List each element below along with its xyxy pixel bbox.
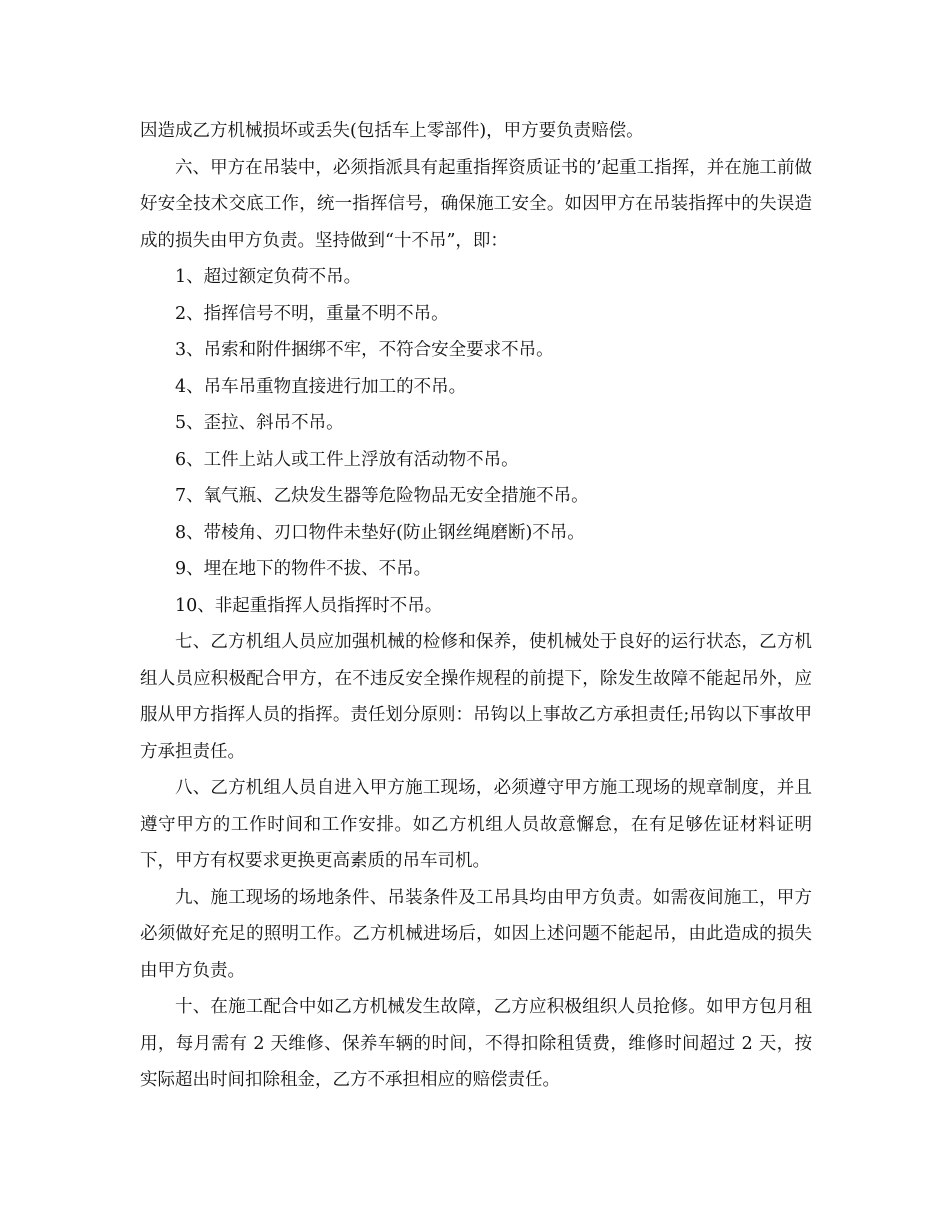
list-item-6: 6、工件上站人或工件上浮放有活动物不吊。 (175, 449, 519, 470)
list-item-3: 3、吊索和附件捆绑不牢，不符合安全要求不吊。 (175, 340, 554, 360)
paragraph-clause-8: 八、乙方机组人员自进入甲方施工现场，必须遵守甲方施工现场的规章制度，并且遵守甲方的工作时间和工作安排。如乙方机组人员故意懈怠，在有足够佐证材料证明下，甲方有权要求更换更高素质的吊车司机。 (140, 778, 812, 871)
list-item-2: 2、指挥信号不明，重量不明不吊。 (175, 303, 449, 324)
list-item-7: 7、氧气瓶、乙炔发生器等危险物品无安全措施不吊。 (175, 486, 589, 506)
paragraph-clause-9: 九、施工现场的场地条件、吊装条件及工吊具均由甲方负责。如需夜间施工，甲方必须做好充足的照明工作。乙方机械进场后，如因上述问题不能起吊，由此造成的损失由甲方负责。 (140, 887, 812, 981)
list-item-10: 10、非起重指挥人员指挥时不吊。 (175, 595, 443, 616)
paragraph-clause-6: 六、甲方在吊装中，必须指派具有起重指挥资质证书的’起重工指挥，并在施工前做好安全技术交底工作，统一指挥信号，确保施工安全。如因甲方在吊装指挥中的失误造成的损失由甲方负责。坚持做到“十不吊”，即： (140, 157, 812, 251)
paragraph-clause-10: 十、在施工配合中如乙方机械发生故障，乙方应积极组织人员抢修。如甲方包月租用，每月需有 2 天维修、保养车辆的时间，不得扣除租赁费，维修时间超过 2 天，按实际超出时间扣除租金，乙方不承担相应的赔偿责任。 (140, 997, 812, 1090)
list-item-9: 9、埋在地下的物件不拔、不吊。 (175, 559, 432, 579)
paragraph-clause-7: 七、乙方机组人员应加强机械的检修和保养，使机械处于良好的运行状态，乙方机组人员应积极配合甲方，在不违反安全操作规程的前提下，除发生故障不能起吊外，应服从甲方指挥人员的指挥。责任划分原则：吊钩以上事故乙方承担责任;吊钩以下事故甲方承担责任。 (140, 632, 812, 762)
list-item-5: 5、歪拉、斜吊不吊。 (175, 413, 344, 433)
list-item-8: 8、带棱角、刃口物件未垫好(防止钢丝绳磨断)不吊。 (175, 522, 585, 543)
paragraph-continuation: 因造成乙方机械损坏或丢失(包括车上零部件)，甲方要负责赔偿。 (140, 121, 644, 141)
list-item-1: 1、超过额定负荷不吊。 (175, 267, 362, 287)
document-body (140, 113, 812, 1099)
list-item-4: 4、吊车吊重物直接进行加工的不吊。 (175, 376, 467, 397)
